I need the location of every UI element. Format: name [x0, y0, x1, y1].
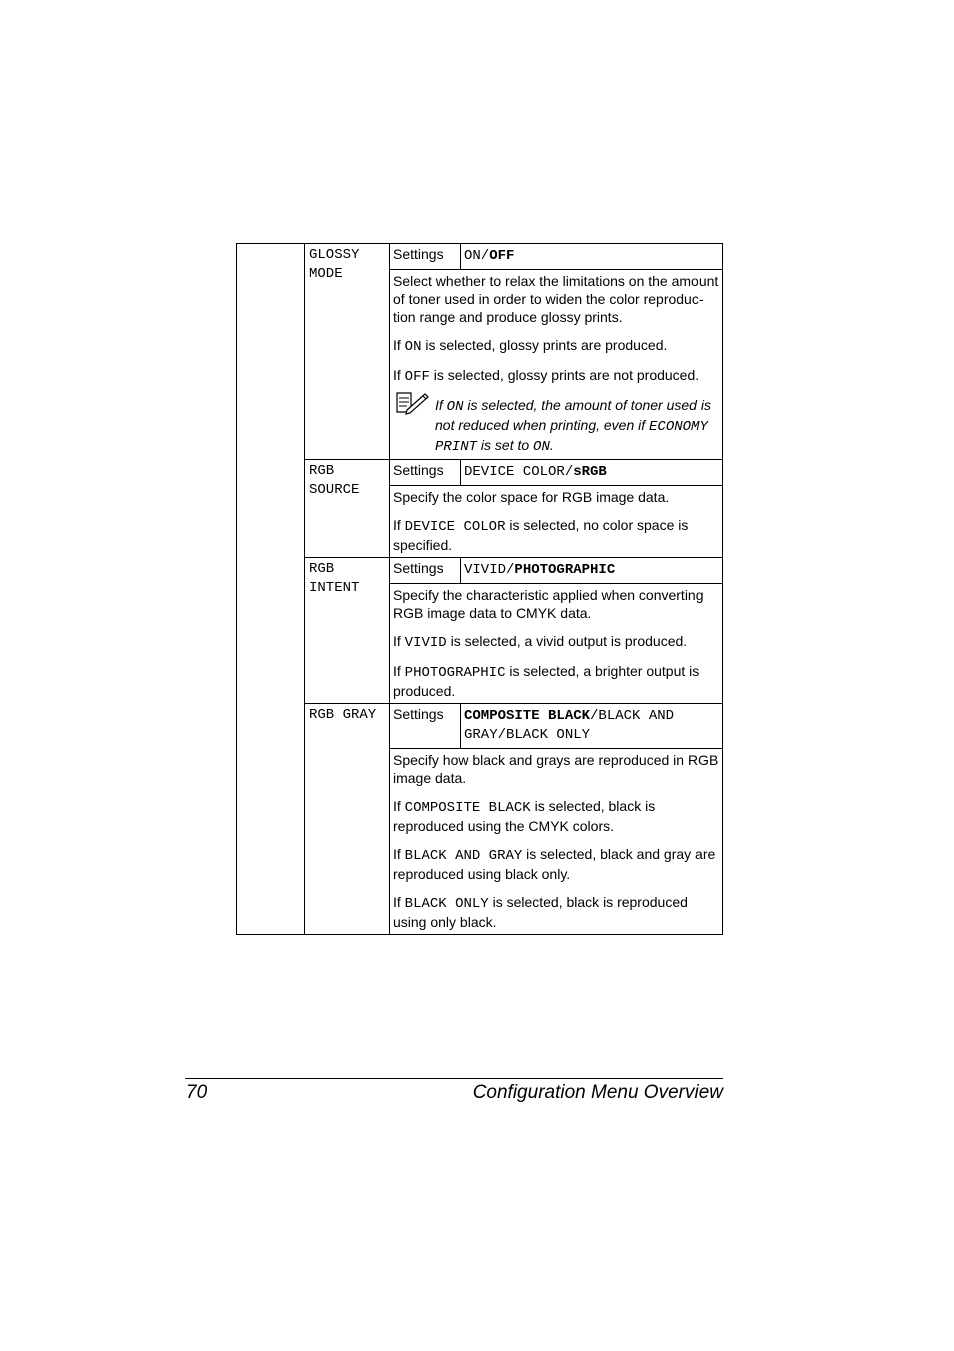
description-cell — [390, 584, 723, 704]
note-text — [393, 396, 720, 456]
setting-value-ref: DEVICE COLOR — [404, 519, 506, 535]
menu-item-name — [305, 460, 390, 558]
settings-value — [461, 244, 723, 270]
settings-row — [237, 244, 723, 270]
text-run: If — [393, 798, 405, 814]
menu-item-name-line: SOURCE — [309, 482, 360, 498]
setting-value-ref: PHOTOGRAPHIC — [404, 665, 506, 681]
text-run: If — [393, 894, 405, 910]
menu-item-name-line: RGB — [309, 463, 335, 479]
menu-item-name — [305, 244, 390, 460]
text-run: Select whether to relax the limitations on the amount of toner used in order to widen the color reproduc-tion range and produce glossy prints. — [393, 273, 719, 325]
settings-value — [461, 704, 723, 749]
default-option: PHOTOGRAPHIC — [514, 562, 616, 578]
text-run: is selected, the amount of toner used is not reduced when printing, even if — [435, 397, 711, 433]
description-paragraph — [393, 516, 720, 554]
description-paragraph — [393, 751, 720, 787]
text-run: If — [393, 663, 405, 679]
text-run: Specify how black and grays are reproduced in RGB image data. — [393, 752, 719, 786]
text-run: is selected, no color space is specified. — [393, 517, 689, 553]
option-text: ON/ — [464, 248, 490, 264]
setting-value-ref: OFF — [404, 369, 430, 385]
option-text: /BLACK AND GRAY/BLACK ONLY — [464, 708, 675, 743]
menu-item-name-line: RGB — [309, 561, 335, 577]
text-run: If — [393, 517, 405, 533]
text-run: . — [549, 437, 554, 453]
setting-value-ref: BLACK ONLY — [404, 896, 489, 912]
description-cell — [390, 270, 723, 460]
option-text: DEVICE COLOR/ — [464, 464, 574, 480]
default-option: COMPOSITE BLACK — [464, 708, 591, 724]
default-option: sRGB — [573, 464, 607, 480]
setting-value-ref: BLACK AND GRAY — [404, 848, 523, 864]
text-run: If — [393, 846, 405, 862]
description-paragraph — [393, 272, 720, 326]
menu-item-name-line: GLOSSY — [309, 247, 360, 263]
text-run: is selected, a brighter output is produced. — [393, 663, 700, 699]
blank-column-cell — [237, 244, 305, 935]
setting-value-ref: VIVID — [404, 635, 447, 651]
settings-row — [237, 558, 723, 584]
description-cell — [390, 749, 723, 935]
default-option: OFF — [489, 248, 515, 264]
settings-row — [237, 704, 723, 749]
menu-item-name-line: INTENT — [309, 580, 360, 596]
page-number: 70 — [186, 1082, 208, 1103]
text-run: is set to — [477, 437, 534, 453]
setting-value-ref: ON — [533, 439, 550, 455]
menu-item-name — [305, 704, 390, 935]
footer-rule — [185, 1078, 723, 1079]
description-paragraph — [393, 586, 720, 622]
description-paragraph — [393, 632, 720, 652]
setting-value-ref: COMPOSITE BLACK — [404, 800, 531, 816]
menu-item-name-line: RGB GRAY — [309, 707, 377, 723]
text-run: is selected, glossy prints are produced. — [421, 337, 668, 353]
text-run: is selected, black is reproduced using only black. — [393, 894, 688, 930]
description-paragraph — [393, 845, 720, 883]
settings-value — [461, 558, 723, 584]
setting-value-ref: ON — [404, 339, 422, 355]
description-paragraph — [393, 488, 720, 506]
text-run: is selected, black and gray are reproduced using black only. — [393, 846, 716, 882]
description-cell — [390, 486, 723, 558]
menu-item-name-line: MODE — [309, 266, 343, 282]
text-run: If — [435, 397, 447, 413]
menu-item-name — [305, 558, 390, 704]
description-paragraph — [393, 662, 720, 700]
text-run: If — [393, 367, 405, 383]
text-run: If — [393, 633, 405, 649]
description-paragraph — [393, 336, 720, 356]
setting-value-ref: ECONOMY PRINT — [435, 419, 708, 455]
text-run: is selected, glossy prints are not produced. — [429, 367, 700, 383]
setting-value-ref: ON — [446, 399, 464, 415]
text-run: Specify the color space for RGB image data. — [393, 489, 670, 505]
description-paragraph — [393, 366, 720, 386]
description-paragraph — [393, 893, 720, 931]
config-table — [236, 243, 723, 935]
settings-label: Settings — [390, 244, 461, 270]
text-run: is selected, black is reproduced using the CMYK colors. — [393, 798, 656, 834]
text-run: If — [393, 337, 405, 353]
note-pencil-icon — [395, 390, 429, 416]
settings-label: Settings — [390, 460, 461, 486]
option-text: VIVID/ — [464, 562, 515, 578]
text-run: is selected, a vivid output is produced. — [446, 633, 688, 649]
settings-label: Settings — [390, 558, 461, 584]
settings-label: Settings — [390, 704, 461, 749]
description-paragraph — [393, 797, 720, 835]
footer-title: Configuration Menu Overview — [472, 1082, 723, 1103]
text-run: Specify the characteristic applied when converting RGB image data to CMYK data. — [393, 587, 704, 621]
settings-row — [237, 460, 723, 486]
config-table-body — [237, 244, 723, 935]
settings-value — [461, 460, 723, 486]
